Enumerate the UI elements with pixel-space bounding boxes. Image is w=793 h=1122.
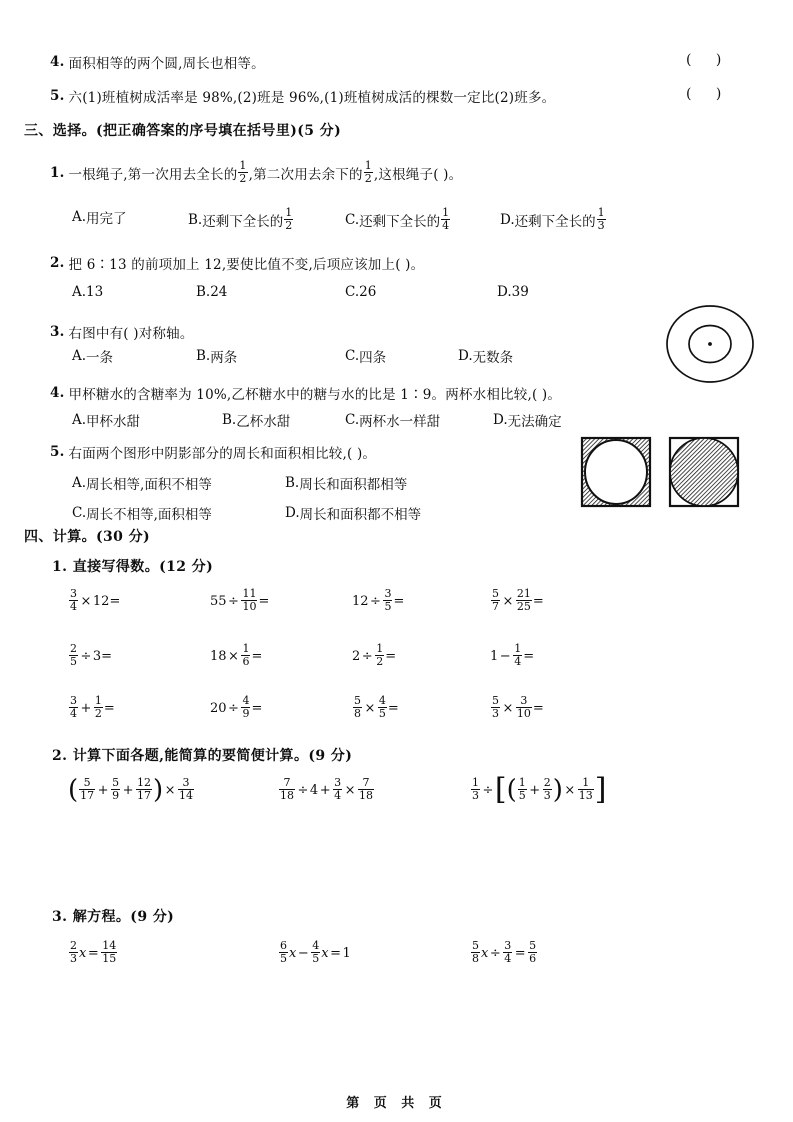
numerator: 5 (83, 775, 91, 789)
question-stem: 右图中有( )对称轴。 (68, 326, 194, 342)
option-4-b[interactable] (222, 410, 290, 430)
numerator: 7 (283, 775, 291, 789)
operator: × (502, 700, 514, 716)
fraction (241, 643, 250, 669)
option-text: 周长和面积都不相等 (299, 507, 422, 523)
answer-blank-4[interactable]: ( ) (686, 52, 732, 68)
numerator: 1 (364, 158, 372, 172)
numerator: 5 (354, 693, 361, 707)
question-number: 2. (50, 255, 65, 271)
direct-answer-expression (68, 695, 115, 721)
option-1-d[interactable] (500, 207, 607, 233)
fraction (79, 777, 95, 803)
term: 12 (352, 593, 369, 609)
fraction (578, 777, 594, 803)
square-with-four-arcs-icon (668, 436, 740, 508)
option-text: 用完了 (86, 211, 127, 227)
option-label: B. (196, 348, 211, 364)
option-text: 还剩下全长的 (202, 214, 284, 231)
term: = (393, 593, 405, 609)
item-text: 面积相等的两个圆,周长也相等。 (68, 56, 265, 72)
simplify-expression: ( $\frac{5}{17}$ + $\frac{5}{9}$ + $\frac{12}{17}$ ) × $\frac{3}{14}$ (68, 775, 194, 806)
term: = (532, 593, 544, 609)
denominator: 4 (334, 789, 342, 803)
truefalse-item-5 (50, 86, 555, 106)
operator: − (297, 945, 309, 961)
option-text: 周长相等,面积不相等 (86, 477, 212, 493)
numerator: 1 (94, 693, 102, 707)
option-2-c[interactable] (345, 284, 376, 300)
term: 20 (210, 700, 227, 716)
numerator: 5 (472, 938, 479, 952)
term: = (387, 700, 399, 716)
denominator: 9 (112, 789, 120, 803)
option-3-d[interactable] (458, 346, 513, 366)
variable: x (321, 945, 329, 961)
direct-answer-expression (210, 643, 262, 669)
numerator: 1 (514, 641, 522, 655)
denominator: 2 (376, 655, 384, 669)
term: 55 (210, 593, 227, 609)
fraction (69, 940, 78, 966)
denominator: 2 (94, 707, 102, 721)
fraction (503, 940, 512, 966)
choice-question-1 (50, 160, 462, 186)
question-stem: 把 6∶13 的前项加上 12,要使比值不变,后项应该加上( )。 (68, 257, 425, 273)
direct-answer-expression (68, 643, 112, 669)
numerator: 3 (70, 586, 77, 600)
numerator: 4 (378, 693, 386, 707)
denominator: 5 (312, 952, 320, 966)
numerator: 3 (504, 938, 512, 952)
fraction (111, 777, 120, 803)
fraction (333, 777, 342, 803)
operator: ÷ (228, 593, 239, 609)
numerator: 3 (384, 586, 392, 600)
operator: ÷ (489, 945, 501, 961)
variable: x (481, 945, 489, 961)
option-2-d[interactable] (497, 284, 529, 300)
denominator: 3 (472, 789, 479, 803)
denominator: 17 (136, 789, 151, 803)
option-text: 两杯水一样甜 (359, 414, 441, 430)
option-5-c[interactable] (72, 503, 212, 523)
fraction (94, 695, 103, 721)
question-number: 1. (50, 165, 65, 182)
fraction (69, 643, 78, 669)
denominator: 25 (516, 600, 531, 614)
denominator: 6 (242, 655, 250, 669)
numerator: 1 (239, 158, 247, 172)
denominator: 3 (597, 219, 605, 233)
direct-answer-expression (210, 695, 262, 721)
fraction (279, 940, 288, 966)
numerator: 1 (472, 775, 479, 789)
term: = (251, 700, 263, 716)
option-text: 周长不相等,面积相等 (86, 507, 212, 523)
operator: × (80, 593, 92, 609)
numerator: 1 (376, 641, 384, 655)
option-3-b[interactable] (196, 346, 237, 366)
option-label: A. (72, 348, 87, 364)
numerator: 6 (280, 938, 287, 952)
option-4-c[interactable] (345, 410, 440, 430)
denominator: 8 (472, 952, 479, 966)
option-text: 13 (86, 284, 104, 300)
option-text: 四条 (359, 350, 387, 366)
fraction (383, 588, 392, 614)
choice-question-2 (50, 253, 424, 273)
fraction (471, 940, 480, 966)
option-text: 还剩下全长的 (514, 214, 596, 231)
term: = (103, 700, 115, 716)
operator: + (529, 782, 541, 798)
option-text: 无数条 (472, 350, 514, 366)
operator: ÷ (228, 700, 239, 716)
direct-answer-expression (352, 695, 399, 721)
choice-question-5 (50, 442, 376, 462)
operator: × (228, 648, 239, 664)
option-fraction (441, 207, 450, 233)
option-1-c[interactable] (345, 207, 451, 233)
option-text: 还剩下全长的 (359, 214, 441, 231)
fraction (378, 695, 387, 721)
fraction (471, 777, 480, 803)
stem-fraction-1 (238, 160, 247, 186)
numerator: 5 (492, 586, 499, 600)
item-number: 4. (50, 54, 65, 70)
fraction (513, 643, 522, 669)
option-fraction (284, 207, 293, 233)
numerator: 1 (285, 205, 293, 219)
denominator: 3 (543, 789, 551, 803)
denominator: 5 (280, 952, 287, 966)
question-stem-part-b: ,第二次用去余下的 (248, 167, 363, 184)
option-text: 39 (511, 284, 529, 300)
direct-answer-expression (352, 588, 404, 614)
numerator: 3 (334, 775, 342, 789)
direct-answer-expression (490, 588, 544, 614)
option-4-a[interactable] (72, 410, 140, 430)
option-label: D. (497, 284, 512, 300)
fraction (358, 777, 374, 803)
fraction (69, 588, 78, 614)
fraction (528, 940, 537, 966)
item-text: 六(1)班植树成活率是 98%,(2)班是 96%,(1)班植树成活的棵数一定比(2)班多。 (68, 90, 556, 106)
option-text: 24 (210, 284, 228, 300)
term: = (532, 700, 544, 716)
question-stem: 右面两个图形中阴影部分的周长和面积相比较,( )。 (68, 446, 377, 462)
fraction (516, 588, 532, 614)
option-2-b[interactable] (196, 284, 227, 300)
operator: × (164, 782, 176, 798)
option-label: D. (458, 348, 473, 364)
numerator: 3 (182, 775, 190, 789)
option-text: 两条 (210, 350, 238, 366)
numerator: 12 (136, 775, 151, 789)
option-4-d[interactable] (493, 410, 562, 430)
numerator: 2 (70, 641, 77, 655)
numerator: 1 (582, 775, 590, 789)
denominator: 15 (102, 952, 117, 966)
option-label: C. (345, 284, 360, 300)
term: 1 (490, 648, 499, 664)
fraction (241, 588, 257, 614)
fraction (178, 777, 194, 803)
option-label: A. (72, 284, 87, 300)
operator: + (97, 782, 109, 798)
fraction (353, 695, 362, 721)
denominator: 4 (70, 600, 77, 614)
choice-question-3 (50, 322, 194, 342)
fraction (516, 695, 532, 721)
option-label: C. (345, 412, 360, 428)
denominator: 8 (354, 707, 361, 721)
operator: ÷ (80, 648, 92, 664)
shaded-astroid-figure (668, 436, 740, 512)
option-label: A. (72, 412, 87, 428)
operator: = (330, 945, 341, 961)
operator: + (319, 782, 331, 798)
option-text: 乙杯水甜 (236, 414, 291, 430)
fraction (543, 777, 552, 803)
denominator: 10 (516, 707, 531, 721)
numerator: 1 (597, 205, 605, 219)
option-1-b[interactable] (188, 207, 294, 233)
question-stem-part-c: ,这根绳子( )。 (373, 167, 463, 184)
numerator: 1 (242, 641, 250, 655)
option-3-c[interactable] (345, 346, 386, 366)
section-four-heading: 四、计算。(30 分) (24, 529, 151, 545)
term: 12= (92, 593, 121, 609)
operator: × (502, 593, 514, 609)
numerator: 2 (543, 775, 551, 789)
option-3-a[interactable] (72, 346, 113, 366)
numerator: 5 (529, 938, 537, 952)
denominator: 5 (518, 789, 526, 803)
direct-answer-expression (490, 643, 534, 669)
option-label: D. (493, 412, 508, 428)
operator: + (80, 700, 92, 716)
numerator: 11 (242, 586, 257, 600)
option-label: A. (72, 209, 87, 225)
denominator: 5 (70, 655, 77, 669)
option-fraction (597, 207, 606, 233)
denominator: 4 (70, 707, 77, 721)
fraction (491, 588, 500, 614)
operator: + (122, 782, 134, 798)
option-label: B. (188, 212, 203, 229)
fraction (101, 940, 117, 966)
direct-answer-expression (68, 588, 120, 614)
denominator: 4 (442, 219, 450, 233)
denominator: 4 (504, 952, 512, 966)
operator: × (564, 782, 576, 798)
fraction (241, 695, 250, 721)
operator: − (499, 648, 511, 664)
term: = (523, 648, 535, 664)
option-label: C. (345, 348, 360, 364)
denominator: 6 (529, 952, 537, 966)
operator: = (87, 945, 99, 961)
operator: ÷ (370, 593, 381, 609)
fraction (136, 777, 152, 803)
numerator: 5 (492, 693, 499, 707)
option-label: B. (222, 412, 237, 428)
option-text: 一条 (86, 350, 114, 366)
subsection-3-heading: 3. 解方程。(9 分) (52, 909, 175, 925)
denominator: 2 (239, 172, 247, 186)
numerator: 14 (102, 938, 117, 952)
operator: ÷ (482, 782, 494, 798)
option-1-a[interactable] (72, 207, 127, 227)
truefalse-item-4 (50, 52, 265, 72)
denominator: 3 (70, 952, 77, 966)
denominator: 4 (514, 655, 522, 669)
option-text: 无法确定 (507, 414, 562, 430)
denominator: 17 (80, 789, 95, 803)
numerator: 4 (312, 938, 320, 952)
simplify-expression: $\frac{1}{3}$ ÷ [ ( $\frac{1}{5}$ + $\frac{2}{3}$ ) × $\frac{1}{13}$ ] (472, 772, 607, 808)
numerator: 5 (112, 775, 120, 789)
section-three-heading: 三、选择。(把正确答案的序号填在括号里)(5 分) (24, 123, 342, 139)
fraction (518, 777, 527, 803)
denominator: 18 (280, 789, 294, 803)
operator: ÷ (361, 648, 373, 664)
direct-answer-expression (352, 643, 396, 669)
item-number: 5. (50, 88, 65, 104)
subsection-1-heading: 1. 直接写得数。(12 分) (52, 559, 214, 575)
option-5-a[interactable] (72, 473, 212, 493)
operator: × (344, 782, 356, 798)
fraction (311, 940, 320, 966)
term: 18 (210, 648, 227, 664)
square-with-inscribed-circle-icon (580, 436, 652, 508)
operator: = (514, 945, 526, 961)
numerator: 2 (70, 938, 77, 952)
equation-expression (470, 940, 538, 966)
term: = (258, 593, 270, 609)
choice-question-4 (50, 383, 561, 403)
numerator: 1 (518, 775, 526, 789)
equation-expression (278, 940, 351, 966)
numerator: 4 (242, 693, 250, 707)
denominator: 5 (384, 600, 392, 614)
denominator: 13 (578, 789, 593, 803)
option-label: C. (345, 212, 360, 229)
fraction (491, 695, 500, 721)
term: = (385, 648, 397, 664)
simplify-expression (278, 777, 375, 803)
term: 2 (352, 648, 361, 664)
stem-fraction-2 (364, 160, 373, 186)
denominator: 18 (359, 789, 373, 803)
operator: ÷ (297, 782, 309, 798)
option-text: 周长和面积都相等 (299, 477, 408, 493)
fraction (279, 777, 295, 803)
option-label: B. (196, 284, 211, 300)
option-label: B. (285, 475, 300, 491)
equation-expression (68, 940, 118, 966)
option-label: D. (285, 505, 300, 521)
question-stem-part-a: 一根绳子,第一次用去全长的 (68, 167, 238, 184)
denominator: 2 (364, 172, 372, 186)
option-label: A. (72, 475, 87, 491)
shaded-corners-figure (580, 436, 652, 512)
term: 1 (342, 945, 351, 961)
term: 4 (309, 782, 319, 798)
option-text: 26 (359, 284, 377, 300)
denominator: 7 (492, 600, 499, 614)
numerator: 21 (516, 586, 531, 600)
option-5-b[interactable] (285, 473, 407, 493)
variable: x (289, 945, 297, 961)
operator: × (364, 700, 376, 716)
concentric-circles-icon (655, 303, 765, 385)
variable: x (79, 945, 87, 961)
answer-blank-5[interactable]: ( ) (686, 86, 732, 102)
option-2-a[interactable] (72, 284, 103, 300)
numerator: 3 (70, 693, 77, 707)
page-footer: 第 页 共 页 (346, 1096, 447, 1111)
term: = (251, 648, 263, 664)
option-5-d[interactable] (285, 503, 421, 523)
denominator: 10 (242, 600, 257, 614)
fraction (69, 695, 78, 721)
question-stem: 甲杯糖水的含糖率为 10%,乙杯糖水中的糖与水的比是 1∶9。两杯水相比较,( )。 (68, 387, 562, 403)
numerator: 1 (442, 205, 450, 219)
denominator: 9 (242, 707, 250, 721)
denominator: 5 (378, 707, 386, 721)
numerator: 7 (362, 775, 370, 789)
denominator: 3 (492, 707, 499, 721)
option-label: C. (72, 505, 87, 521)
direct-answer-expression (210, 588, 269, 614)
question-number: 3. (50, 324, 65, 340)
subsection-2-heading: 2. 计算下面各题,能简算的要简便计算。(9 分) (52, 748, 353, 764)
term: 3= (92, 648, 113, 664)
concentric-circles-figure (655, 303, 765, 389)
question-number: 5. (50, 444, 65, 460)
option-label: D. (500, 212, 515, 229)
denominator: 2 (285, 219, 293, 233)
fraction (375, 643, 384, 669)
question-number: 4. (50, 385, 65, 401)
option-text: 甲杯水甜 (86, 414, 141, 430)
denominator: 14 (179, 789, 194, 803)
direct-answer-expression (490, 695, 544, 721)
numerator: 3 (520, 693, 528, 707)
